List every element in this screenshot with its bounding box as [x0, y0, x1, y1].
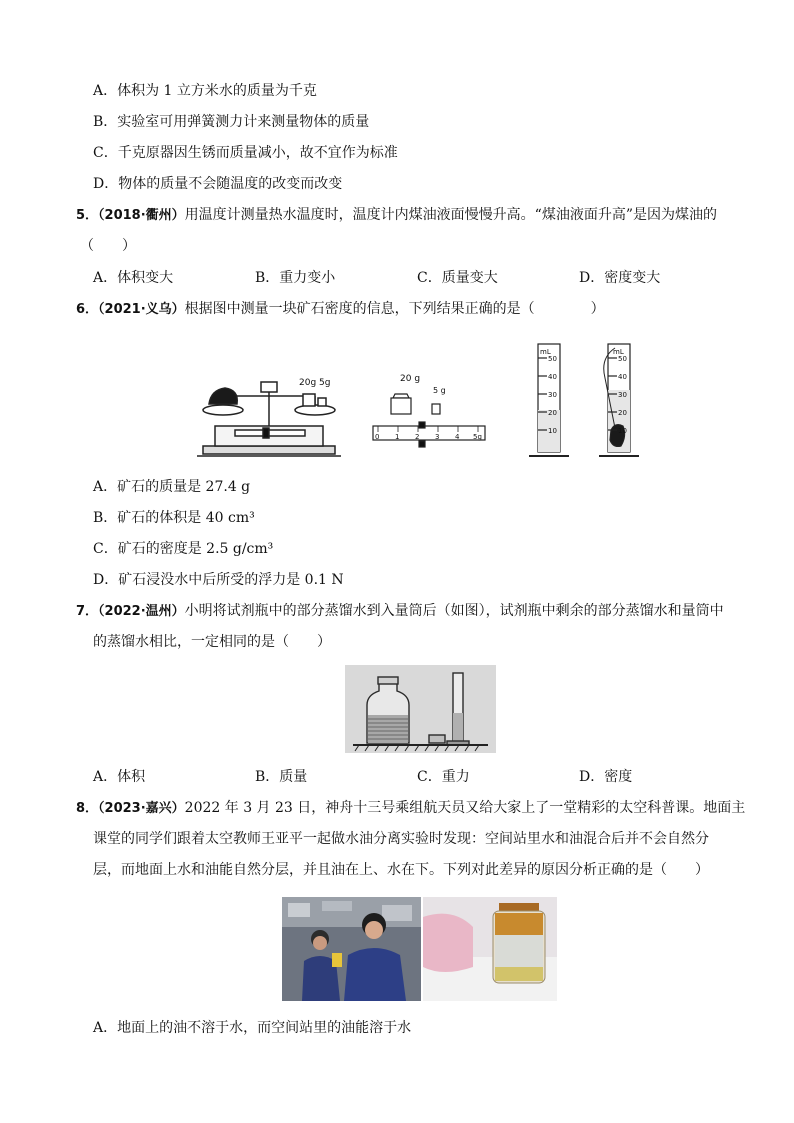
- q8-stem-text: 2022 年 3 月 23 日，神舟十三号乘组航天员又给大家上了一堂精彩的太空科普课。地面主: [184, 800, 746, 816]
- cylinder-2-unit: mL: [613, 348, 624, 356]
- ruler-label-2: 2: [415, 433, 420, 441]
- q7-option-c: C．重力: [417, 769, 470, 785]
- q6-option-d: D．矿石浸没水中后所受的浮力是 0.1 N: [93, 572, 344, 588]
- q5-source-tag: （2018·衢州）: [98, 208, 185, 223]
- weights-and-ruler: [373, 394, 485, 447]
- cylinder-1-tick-20: 20: [548, 409, 557, 417]
- cylinder-2-tick-10: 10: [618, 427, 627, 435]
- q7-source-tag: （2022·温州）: [98, 604, 185, 619]
- q6-stem: [76, 299, 605, 320]
- ruler-label-3: 3: [435, 433, 440, 441]
- oil-water-bottle-photo: [423, 897, 557, 1001]
- q7-option-d: D．密度: [579, 769, 633, 785]
- balance-weight-label-20g: 20g: [299, 378, 317, 388]
- q8-stem-line2: 课堂的同学们跟着太空教师王亚平一起做水油分离实验时发现：空间站里水和油混合后并不会自然分: [93, 831, 709, 847]
- q5-stem-text: 用温度计测量热水温度时，温度计内煤油液面慢慢升高。“煤油液面升高”是因为煤油的: [184, 207, 717, 223]
- cylinder-1-tick-40: 40: [548, 373, 557, 381]
- cylinder-1-tick-10: 10: [548, 427, 557, 435]
- q6-option-a: A．矿石的质量是 27.4 g: [93, 479, 251, 495]
- ruler-label-4: 4: [455, 433, 460, 441]
- ruler-label-0: 0: [375, 433, 380, 441]
- q7-stem-text: 小明将试剂瓶中的部分蒸馏水到入量筒后（如图），试剂瓶中剩余的部分蒸馏水和量筒中: [184, 603, 724, 619]
- cylinder-2-tick-20: 20: [618, 409, 627, 417]
- q4-option-a: A．体积为 1 立方米水的质量为千克: [93, 83, 317, 99]
- cylinder-2-tick-30: 30: [618, 391, 627, 399]
- q8-stem: [76, 798, 745, 819]
- q5-number: 5．: [76, 208, 99, 223]
- weight-label-5g: 5 g: [433, 386, 446, 395]
- q8-source-tag: （2023·嘉兴）: [98, 801, 185, 816]
- cylinder-2-tick-40: 40: [618, 373, 627, 381]
- q8-space-station-photo: [282, 897, 557, 1001]
- weight-label-20g: 20 g: [400, 374, 421, 384]
- q6-source-tag: （2021·义乌）: [98, 302, 185, 317]
- balance-scale: [197, 382, 341, 456]
- q8-number: 8．: [76, 801, 99, 816]
- q7-bottle-cylinder-figure: [345, 665, 496, 753]
- q8-option-a: A．地面上的油不溶于水，而空间站里的油能溶于水: [93, 1020, 412, 1036]
- ruler-label-5: 5g: [473, 433, 482, 441]
- q7-option-b: B．质量: [255, 769, 308, 785]
- q5-stem-line2: （ ）: [80, 238, 136, 254]
- q7-option-a: A．体积: [93, 769, 146, 785]
- q4-option-b: B．实验室可用弹簧测力计来测量物体的质量: [93, 114, 370, 130]
- q5-option-c: C．质量变大: [417, 270, 498, 286]
- q4-option-c: C．千克原器因生锈而质量减小，故不宜作为标准: [93, 145, 398, 161]
- ruler-label-1: 1: [395, 433, 400, 441]
- q6-option-b: B．矿石的体积是 40 cm³: [93, 510, 255, 526]
- q5-option-b: B．重力变小: [255, 270, 336, 286]
- q7-number: 7．: [76, 604, 99, 619]
- q6-number: 6．: [76, 302, 99, 317]
- q4-option-d: D．物体的质量不会随温度的改变而改变: [93, 176, 343, 192]
- q5-stem: [76, 205, 717, 226]
- q6-option-c: C．矿石的密度是 2.5 g/cm³: [93, 541, 274, 557]
- cylinder-1-tick-30: 30: [548, 391, 557, 399]
- cylinder-2-tick-50: 50: [618, 355, 627, 363]
- q6-density-figure: [195, 338, 650, 466]
- q5-option-a: A．体积变大: [93, 270, 174, 286]
- cylinder-1-unit: mL: [540, 348, 551, 356]
- cylinder-1-tick-50: 50: [548, 355, 557, 363]
- q6-stem-text: 根据图中测量一块矿石密度的信息，下列结果正确的是（ ）: [184, 301, 605, 317]
- q7-stem-line2: 的蒸馏水相比，一定相同的是（ ）: [93, 634, 331, 650]
- balance-weight-label-5g: 5g: [319, 378, 331, 388]
- q8-stem-line3: 层，而地面上水和油能自然分层，并且油在上、水在下。下列对此差异的原因分析正确的是（ ）: [93, 862, 709, 878]
- q7-stem: [76, 601, 724, 622]
- q5-option-d: D．密度变大: [579, 270, 661, 286]
- space-station-astronauts-photo: [282, 897, 421, 1001]
